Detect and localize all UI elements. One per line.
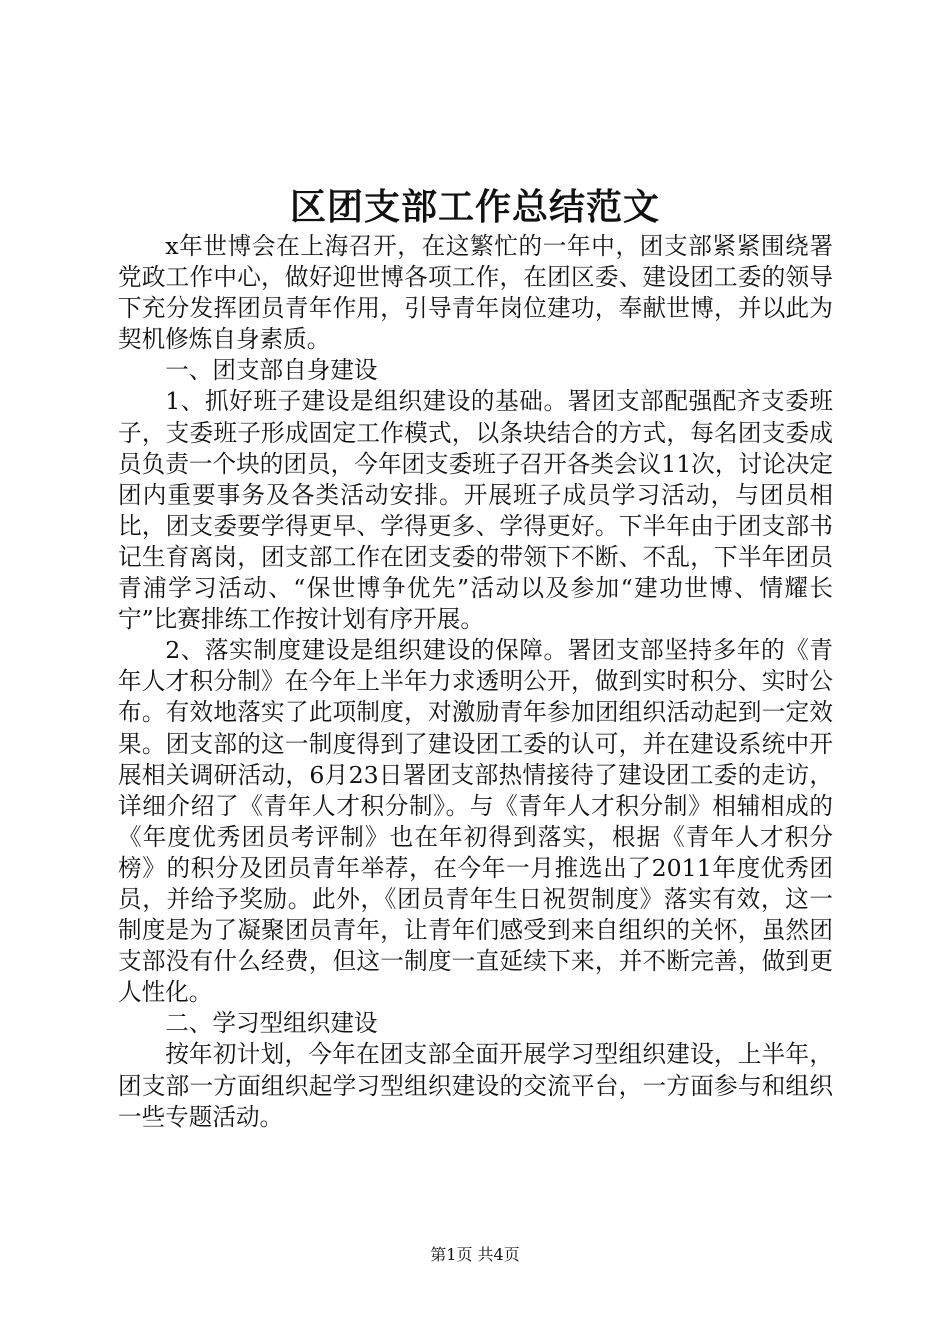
- section-heading-2: 二、学习型组织建设: [165, 1009, 378, 1038]
- section-heading-1: 一、团支部自身建设: [165, 356, 378, 385]
- intro-paragraph: x年世博会在上海召开，在这繁忙的一年中，团支部紧紧围绕署党政工作中心，做好迎世博各项工作，在团区委、建设团工委的领导下充分发挥团员青年作用，引导青年岗位建功，奉献世博，并以此为契机修炼自身素质。: [118, 232, 833, 354]
- page-number-footer: 第1页 共4页: [430, 1245, 520, 1264]
- body-paragraph-1: 1、抓好班子建设是组织建设的基础。署团支部配强配齐支委班子，支委班子形成固定工作模式，以条块结合的方式，每名团支委成员负责一个块的团员，今年团支委班子召开各类会议11次，讨论决定团内重要事务及各类活动安排。开展班子成员学习活动，与团员相比，团支委要学得更早、学得更多、学得更好。下半年由于团支部书记生育离岗，团支部工作在团支委的带领下不断、不乱，下半年团员青浦学习活动、“保世博争优先”活动以及参加“建功世博、情耀长宁”比赛排练工作按计划有序开展。: [118, 387, 833, 634]
- document-title: 区团支部工作总结范文: [289, 186, 660, 228]
- document-body: [118, 231, 833, 1133]
- body-paragraph-3: 按年初计划，今年在团支部全面开展学习型组织建设，上半年，团支部一方面组织起学习型组织建设的交流平台，一方面参与和组织一些专题活动。: [118, 1040, 833, 1131]
- body-paragraph-2: 2、落实制度建设是组织建设的保障。署团支部坚持多年的《青年人才积分制》在今年上半年力求透明公开，做到实时积分、实时公布。有效地落实了此项制度，对激励青年参加团组织活动起到一定效果。团支部的这一制度得到了建设团工委的认可，并在建设系统中开展相关调研活动，6月23日署团支部热情接待了建设团工委的走访，详细介绍了《青年人才积分制》。与《青年人才积分制》相辅相成的《年度优秀团员考评制》也在年初得到落实，根据《青年人才积分榜》的积分及团员青年举荐，在今年一月推选出了2011年度优秀团员，并给予奖励。此外，《团员青年生日祝贺制度》落实有效，这一制度是为了凝聚团员青年，让青年们感受到来自组织的关怀，虽然团支部没有什么经费，但这一制度一直延续下来，并不断完善，做到更人性化。: [118, 636, 833, 1007]
